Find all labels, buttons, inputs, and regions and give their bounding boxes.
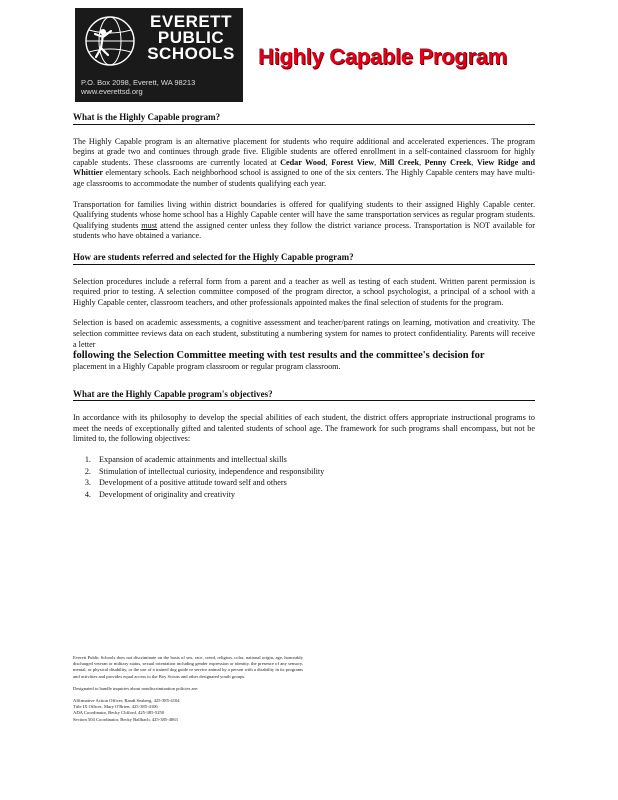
text-run: attend the assigned center unless they follow the district variance process. Transportation is NOT available for students who have obtained a variance.: [73, 220, 535, 241]
text-run: Transportation for families living within district boundaries is offered for qualifying students to their assigned Highly Capable center. Qualifying students whose home school has a Highly Capable center will have the same transportation services as regular program students. Qualifying students: [73, 199, 535, 230]
large-text-line: following the Selection Committee meeting with test results and the committee's decision for: [73, 350, 485, 362]
logo-address-block: [81, 78, 241, 96]
logo-website: www.everettsd.org: [81, 87, 143, 96]
section-heading-what-is: What is the Highly Capable program?: [73, 112, 535, 125]
logo-name: [141, 14, 241, 62]
section-heading-referred: How are students referred and selected for the Highly Capable program?: [73, 252, 535, 265]
contact-list: [73, 698, 303, 723]
referred-paragraph-1: Selection procedures include a referral form from a parent and a teacher as well as testing of each student. Written parent permission is required prior to testing. A selection committee composed of the program director, a school psychologist, a principal of a school with a Highly Capable center, classroom teachers, and other professionals appointed makes the final selection of students for the program.: [73, 276, 535, 307]
school-name: Mill Creek: [379, 157, 420, 167]
objectives-intro: In accordance with its philosophy to develop the special abilities of each student, the district offers appropriate instructional programs to meet the needs of exceptionally gifted and talented students of school age. The framework for such programs shall encompass, but not be limited to, the following objectives:: [73, 413, 535, 444]
emphasis-must: must: [141, 220, 158, 230]
contact-item: Affirmative Action Officer, Randi Seaberg, 425-385-4104: [73, 698, 180, 704]
district-logo: [75, 8, 243, 102]
objectives-list: [73, 455, 535, 500]
nondiscrimination-notice: Everett Public Schools does not discriminate on the basis of sex, race, creed, religion, color, national origin, age, honorably discharged veteran or military status, sexual orientation including gender expression or identity, the presence of any sensory, mental, or physical disability, or the use of a trained dog guide or service animal by a person with a disability in its programs and activities and provides equal access to the Boy Scouts and other designated youth groups.: [73, 655, 303, 679]
inquiries-line: Designated to handle inquiries about nondiscrimination policies are:: [73, 685, 199, 691]
logo-name-line: EVERETT: [150, 12, 232, 31]
logo-name-line: SCHOOLS: [147, 44, 235, 63]
list-item: 2. Stimulation of intellectual curiosity, independence and responsibility: [93, 467, 535, 478]
text-run: placement in a Highly Capable program classroom or regular program classroom.: [73, 362, 341, 372]
list-item: 3. Development of a positive attitude toward self and others: [93, 478, 535, 489]
what-is-paragraph-1: The Highly Capable program is an alternative placement for students who require additional and accelerated experiences. The program begins at grade two and continues through grade five. Eligible students are offered enrollment in a self-contained classroom for highly capable students. These classrooms are currently located at Cedar Wood, Forest View, Mill Creek, Penny Creek, View Ridge and Whittier elementary schools. Each neighborhood school is assigned to one of the six centers. The Highly Capable centers may have multi-age classrooms to accommodate the number of students qualifying each year.: [73, 136, 536, 188]
school-name: Penny Creek: [424, 157, 472, 167]
text-run: Selection is based on academic assessments, a cognitive assessment and teacher/parent ratings on learning, motivation and creativity. The selection committee reviews data on each student, substituting a numbering system for names to protect confidentiality. Parents will receive a letter: [73, 318, 535, 349]
list-item: 1. Expansion of academic attainments and intellectual skills: [93, 455, 535, 466]
text-run: elementary schools. Each neighborhood school is assigned to one of the six centers. The Highly Capable centers may have multi-age classrooms to accommodate the number of students qualifying each year.: [73, 168, 535, 188]
logo-address: P.O. Box 2098, Everett, WA 98213: [81, 78, 196, 87]
school-name: Cedar Wood: [280, 157, 326, 167]
logo-name-line: PUBLIC: [157, 28, 225, 47]
what-is-paragraph-2: [73, 200, 535, 242]
main-content: [73, 112, 535, 510]
page-title: Highly Capable Program: [258, 44, 507, 69]
school-name: Forest View: [331, 157, 375, 167]
nondiscrimination-footer: [73, 655, 303, 723]
list-item: 4. Development of originality and creativity: [93, 490, 535, 501]
school-name: Whittier: [73, 168, 104, 178]
globe-logo-icon: [81, 12, 139, 70]
text-run: The Highly Capable program is an alternative placement for students who require additional and accelerated experiences. The program begins at grade two and continues through grade five. Eligible students are offered enrollment in a self-contained classroom for highly capable students. These classrooms are currently located at: [73, 136, 535, 167]
contact-item: Section 504 Coordinator, Becky Ballbach, 425-385-4063: [73, 716, 178, 722]
contact-item: ADA Coordinator, Becky Clifford, 425-385-5250: [73, 710, 165, 716]
section-heading-objectives: What are the Highly Capable program's objectives?: [73, 389, 535, 402]
and-word: and: [521, 157, 536, 167]
contact-item: Title IX Officer, Mary O'Brien, 425-385-4106: [73, 704, 158, 710]
referred-paragraph-2: [73, 318, 535, 372]
school-name: View Ridge: [476, 157, 519, 167]
